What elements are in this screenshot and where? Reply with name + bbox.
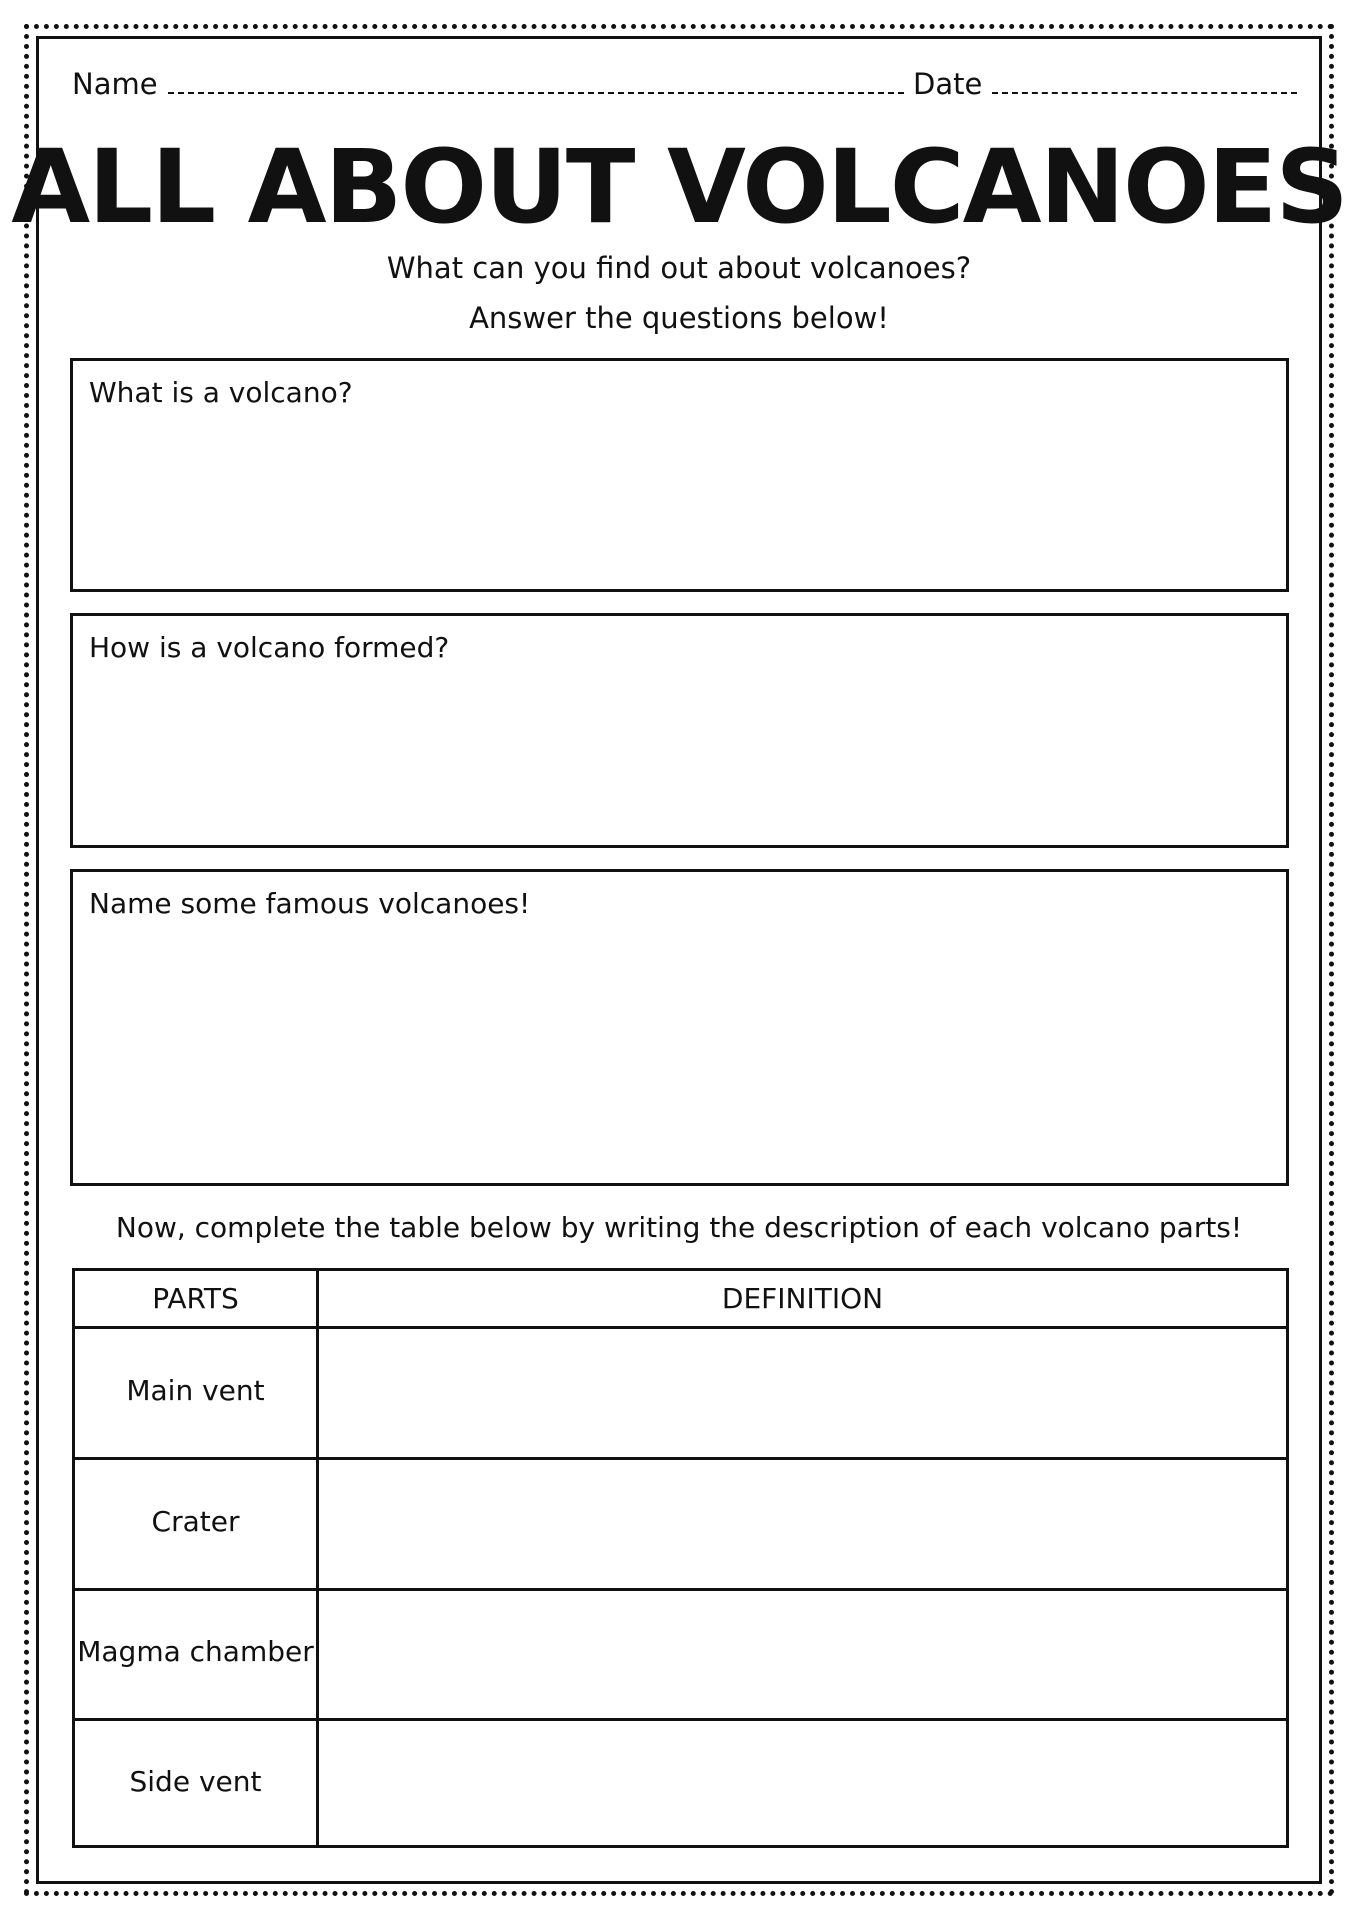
question-box-how-formed[interactable]: [70, 613, 1289, 848]
subtitle-line-2: Answer the questions below!: [469, 301, 889, 335]
definition-cell-side-vent[interactable]: [319, 1721, 1286, 1845]
question-box-what-is-volcano[interactable]: [70, 358, 1289, 592]
part-cell-main-vent: Main vent: [126, 1374, 265, 1407]
name-row: [72, 66, 904, 102]
question-label: How is a volcano formed?: [89, 631, 450, 664]
definition-cell-magma-chamber[interactable]: [319, 1591, 1286, 1718]
question-label: What is a volcano?: [89, 376, 353, 409]
part-cell-magma-chamber: Magma chamber: [77, 1635, 314, 1668]
date-label: Date: [913, 67, 983, 101]
header-parts: PARTS: [152, 1282, 239, 1315]
worksheet-title: ALL ABOUT VOLCANOES: [11, 128, 1347, 247]
question-label: Name some famous volcanoes!: [89, 887, 531, 920]
date-field[interactable]: [992, 70, 1297, 94]
table-instructions: Now, complete the table below by writing the description of each volcano parts!: [115, 1211, 1243, 1244]
part-cell-side-vent: Side vent: [129, 1765, 262, 1798]
question-box-famous-volcanoes[interactable]: [70, 869, 1289, 1186]
subtitle-line-1: What can you find out about volcanoes?: [386, 251, 972, 285]
date-row: [913, 66, 1297, 102]
name-field[interactable]: [168, 70, 904, 94]
parts-table: [72, 1268, 1289, 1848]
header-definition: DEFINITION: [721, 1282, 884, 1315]
definition-cell-main-vent[interactable]: [319, 1329, 1286, 1457]
definition-cell-crater[interactable]: [319, 1460, 1286, 1588]
name-label: Name: [72, 67, 158, 101]
part-cell-crater: Crater: [151, 1505, 240, 1538]
